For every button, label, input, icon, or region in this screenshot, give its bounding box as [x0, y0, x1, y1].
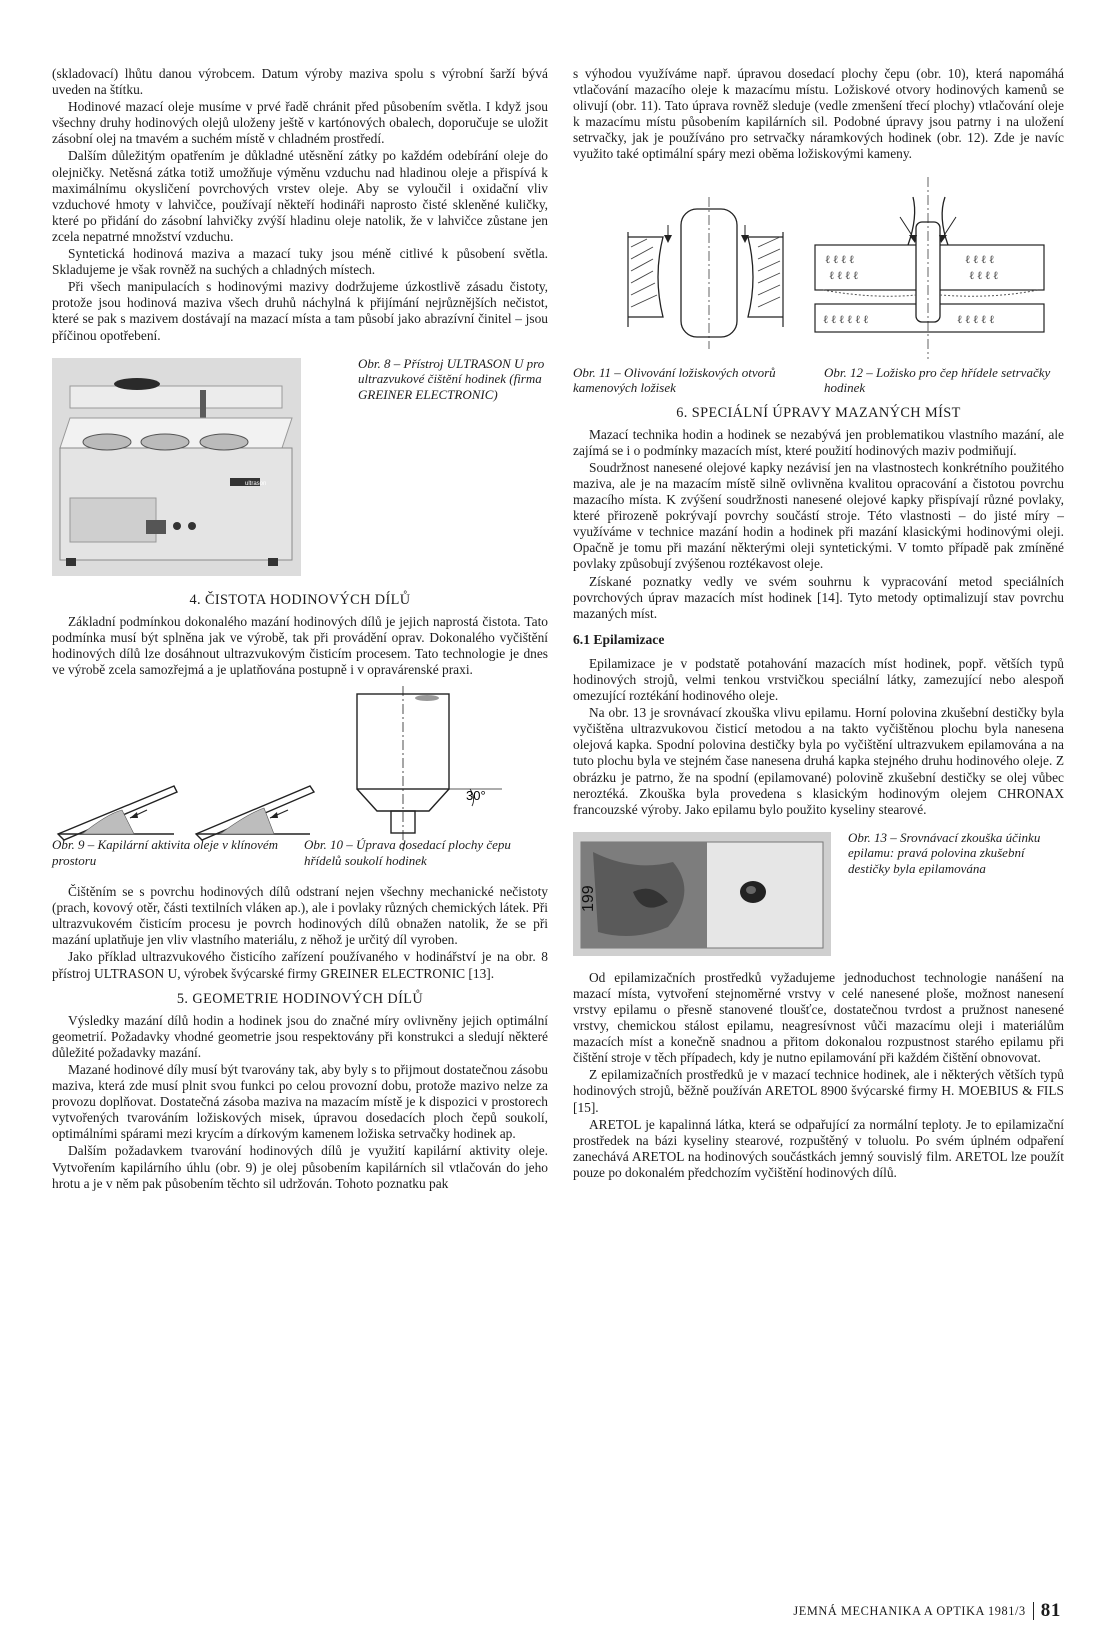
paragraph: Dalším důležitým opatřením je důkladné utěsnění zátky po každém odebírání oleje do olejničky. Netěsná zátka totiž umožňuje výměnu vzduchu nad hladinou oleje a přispívá k maximálnímu okysličení povrchových vrstev oleje. Aby se vyloučil i oxidační vliv vzduchové hmoty v lahvičce, používají někteří hodináři naprosto čisté skleněné kuličky, které po přidání do zásobní lahvičky zvýší hladinu oleje natolik, že v lahvičce zůstane jen zcela nepatrné množství vzduchu.: [52, 148, 548, 244]
section-5-heading: 5. GEOMETRIE HODINOVÝCH DÍLŮ: [176, 990, 424, 1007]
page-footer: [793, 1600, 1061, 1622]
paragraph: Získané poznatky vedly ve svém souhrnu k vypracování metod speciálních povrchových úprav mazacích míst hodinek [14]. Tyto metody optimalizují stav povrchu mazaných míst.: [573, 573, 1064, 621]
svg-text:ℓ ℓ ℓ ℓ: ℓ ℓ ℓ ℓ: [965, 253, 995, 266]
section-4-heading: 4. ČISTOTA HODINOVÝCH DÍLŮ: [189, 591, 411, 608]
figures-11-12: [573, 177, 1064, 367]
figure-12-caption: Obr. 12 – Ložisko pro čep hřídele setrvačky hodinek: [824, 364, 1051, 396]
journal-name: JEMNÁ MECHANIKA A OPTIKA 1981/3: [793, 1603, 1026, 1618]
paragraph: Od epilamizačních prostředků vyžadujeme jednoduchost technologie nanášení na mazací místa, vytvoření stejnoměrné vrstvy v celé nanesené ploše, možnost nanesení vrstvy epilamu o přesně stanovené tloušťce, dostatečnou tvrdost a pružnost nanesené vrstvy, chemickou stálost epilamu, neagresívnost vůči mazacímu oleji i materiálům mazacích míst a konečně snadnou a přitom dokonalou rozpustnost starého epilamu při čištění stroje v těch případech, kdy je nutno epilamování při každém čištění obnovovat.: [573, 969, 1064, 1066]
paragraph: s výhodou využíváme např. úpravou dosedací plochy čepu (obr. 10), která napomáhá vtlačování mazacího oleje k mazacímu místu. Ložiskové otvory hodinových kamenů se olivují (obr. 11). Tato úprava rovněž sleduje (vedle zmenšení třecí plochy) vtlačování oleje k mazacímu místu působením kapilárních sil. Podobné úpravy jsou patrny i na uložení setrvačky, jak je používáno pro setrvačky náramkových hodinek (obr. 12). Zde je navíc využito také optimální spáry mezi oběma ložiskovými kameny.: [573, 66, 1064, 162]
jewel-bearing-diagrams: [573, 177, 1064, 367]
page-number: 81: [1040, 1600, 1061, 1621]
figure-8: [52, 355, 548, 576]
figure-10-caption: Obr. 10 – Úprava dosedací plochy čepu hřídelů soukolí hodinek: [304, 837, 511, 868]
figure-11-caption: Obr. 11 – Olivování ložiskových otvorů kamenových ložisek: [573, 364, 776, 396]
paragraph: Syntetická hodinová maziva a mazací tuky jsou méně citlivé k působení světla. Skladujeme je však rovněž na suchých a chladných místech.: [52, 246, 548, 278]
paragraph: Mazané hodinové díly musí být tvarovány tak, aby byly s to přijmout dostatečnou zásobu maziva, která zde musí plnit svou funkci po celou provozní dobu, protože mazivo nelze za provozu doplňovat. Dostatečná zásoba maziva na mazacím místě je k dispozici v prostorech vytvořených tvarováním ložiskových misek, úpravou dosedacích ploch čepů soukolí, optimálními spárami mezi krycím a dírkovým kamenem ložiska setrvačky hodinek ap.: [52, 1062, 548, 1142]
figures-11-12-captions: [573, 365, 1064, 396]
divider: [1033, 1602, 1034, 1620]
left-column: [52, 66, 548, 1193]
paragraph: Mazací technika hodin a hodinek se nezabývá jen problematikou vlastního mazání, ale zajímá se i o podmínky mazacích míst, které použití hodinových maziv podmiňují.: [573, 426, 1064, 458]
figure-8-caption: Obr. 8 – Přístroj ULTRASON U pro ultrazvukové čištění hodinek (firma GREINER ELECTRONIC): [358, 355, 545, 402]
paragraph: Z epilamizačních prostředků je v mazací technice hodinek, ale i některých větších typů hodinových strojů, běžně používán ARETOL 8900 švýcarské firmy H. MOEBIUS & FILS [15].: [573, 1067, 1064, 1115]
ultrasonic-cleaner-photo: [52, 358, 301, 576]
capillary-diagrams: [52, 686, 548, 851]
plate-number: 199: [580, 885, 597, 912]
paragraph: Při všech manipulacích s hodinovými mazivy dodržujeme úzkostlivě zásadu čistoty, protože jsou hodinová maziva všech druhů náchylná k přijímání nejrůznějších nečistot, které se pak s mazivem dostávají na mazací místa a tam působí jako abrazívní činitel – jsou příčinou opotřebení.: [52, 279, 548, 343]
angle-label: 30°: [466, 788, 486, 804]
paragraph: ARETOL je kapalinná látka, která se odpařující za normální teploty. Je to epilamizační prostředek na bázi kyseliny stearové, rozpuštěný v toluolu. Po svém úplném odpaření zanechává ARETOL na hodinových součástkách jemný souvislý film. ARETOL lze použít pouze po dokonalém předchozím vyčištění hodinových dílů.: [573, 1116, 1064, 1180]
paragraph: (skladovací) lhůtu danou výrobcem. Datum výroby maziva spolu s výrobní šarží bývá uveden na štítku.: [52, 66, 548, 98]
svg-text:ℓ ℓ ℓ ℓ ℓ ℓ: ℓ ℓ ℓ ℓ ℓ ℓ: [823, 313, 869, 326]
paragraph: Základní podmínkou dokonalého mazání hodinových dílů je jejich naprostá čistota. Tato podmínka musí být splněna jak ve výrobě, tak při provádění oprav. Dokonalého vyčištění hodinových dílů lze dosáhnout ultrazvukovým čisticím procesem. Tato technologie je dnes ve výrobě zcela samozřejmá a je uplatňována postupně i v opravárenské praxi.: [52, 613, 548, 677]
right-column: [573, 66, 1064, 1182]
paragraph: Čištěním se s povrchu hodinových dílů odstraní nejen všechny mechanické nečistoty (prach, kovový otěr, části textilních vláken ap.), ale i povlaky různých chemických látek. Při ultrazvukovém čisticím procesu je povrch hodinových dílů obnažen natolik, že se při mazání uplatňuje jen vliv vlastního materiálu, z něhož je určitý díl vyroben.: [52, 884, 548, 948]
figure-13-caption: Obr. 13 – Srovnávací zkouška účinku epilamu: pravá polovina zkušební destičky byla epilamována: [848, 829, 1041, 876]
figure-13: [573, 829, 1064, 956]
paragraph: Epilamizace je v podstatě potahování mazacích míst hodinek, popř. větších typů hodinových strojů, velmi tenkou vrstvičkou speciální látky, zamezující nebo alespoň omezující roztékání hodinového oleje.: [573, 655, 1064, 704]
figure-9-caption: Obr. 9 – Kapilární aktivita oleje v klínovém prostoru: [52, 837, 279, 868]
figures-9-10: [52, 686, 548, 851]
svg-text:ℓ ℓ ℓ ℓ ℓ: ℓ ℓ ℓ ℓ ℓ: [957, 313, 995, 326]
subsection-6-1-heading: 6.1 Epilamizace: [573, 631, 665, 647]
paragraph: Hodinové mazací oleje musíme v prvé řadě chránit před působením světla. I když jsou všechny druhy hodinových olejů uloženy ještě v kartónových obalech, doporučuje se uložit zásobní olej na tmavém a suchém místě v chladném prostředí.: [52, 99, 548, 147]
paragraph: Výsledky mazání dílů hodin a hodinek jsou do značné míry ovlivněny jejich optimální geometrií. Požadavky vhodné geometrie jsou respektovány při konstrukci a sledují některé důležité požadavky mazání.: [52, 1012, 548, 1060]
svg-text:ℓ ℓ ℓ ℓ: ℓ ℓ ℓ ℓ: [829, 269, 859, 282]
device-logo: ultrason: [245, 480, 267, 487]
paragraph: Jako příklad ultrazvukového čisticího zařízení používaného v hodinářství je na obr. 8 přístroj ULTRASON U, výrobek švýcarské firmy GREINER ELECTRONIC [13].: [52, 949, 548, 981]
paragraph: Soudržnost nanesené olejové kapky nezávisí jen na vlastnostech konkrétního použitého maziva, ale je na mazacím místě silně ovlivněna kvalitou opracování a čistotou povrchu mazacího místa. K zvýšení soudržnosti nanesené olejové kapky přispívají různé povlaky, které přirozeně pokrývají povrchy součástí stroje. Této vlastnosti – do jisté míry – využíváme v technice mazání hodin a hodinek při mazání klasickými hodinovými oleji. Opačně je tomu při mazání některými oleji syntetickými. V tomto případě pak zmíněné povlaky způsobují zvýšenou roztékavost oleje.: [573, 459, 1064, 572]
svg-text:ℓ ℓ ℓ ℓ: ℓ ℓ ℓ ℓ: [969, 269, 999, 282]
paragraph: Dalším požadavkem tvarování hodinových dílů je využití kapilární aktivity oleje. Vytvořením kapilárního úhlu (obr. 9) je olej působením kapilárních sil vtlačován do jeho hrotu a je v něm pak působením těchto sil udržován. Tohoto poznatku pak: [52, 1143, 548, 1191]
epilam-test-photo: [573, 832, 831, 956]
section-6-heading: 6. SPECIÁLNÍ ÚPRAVY MAZANÝCH MÍST: [676, 404, 961, 421]
paragraph: Na obr. 13 je srovnávací zkouška vlivu epilamu. Horní polovina zkušební destičky byla vyčištěna ultrazvukovou čisticí metodou a na takto vyčištěnou plochu byla nanesena olejová kapka. Spodní polovina destičky byla po vyčištění ultrazvukem epilamována a na tuto plochu byla ve stejném čase nanesena druhá kapka stejného druhu hodinového oleje. Z obrázku je patrno, že na spodní (epilamované) polovině zkušební destičky se olej vůbec neroztéká. Zkouška byla provedena s klasickým hodinovým olejem CHRONAX francouzské výroby. Jako epilamu bylo použito kyseliny stearové.: [573, 705, 1064, 817]
svg-text:ℓ ℓ ℓ ℓ: ℓ ℓ ℓ ℓ: [825, 253, 855, 266]
